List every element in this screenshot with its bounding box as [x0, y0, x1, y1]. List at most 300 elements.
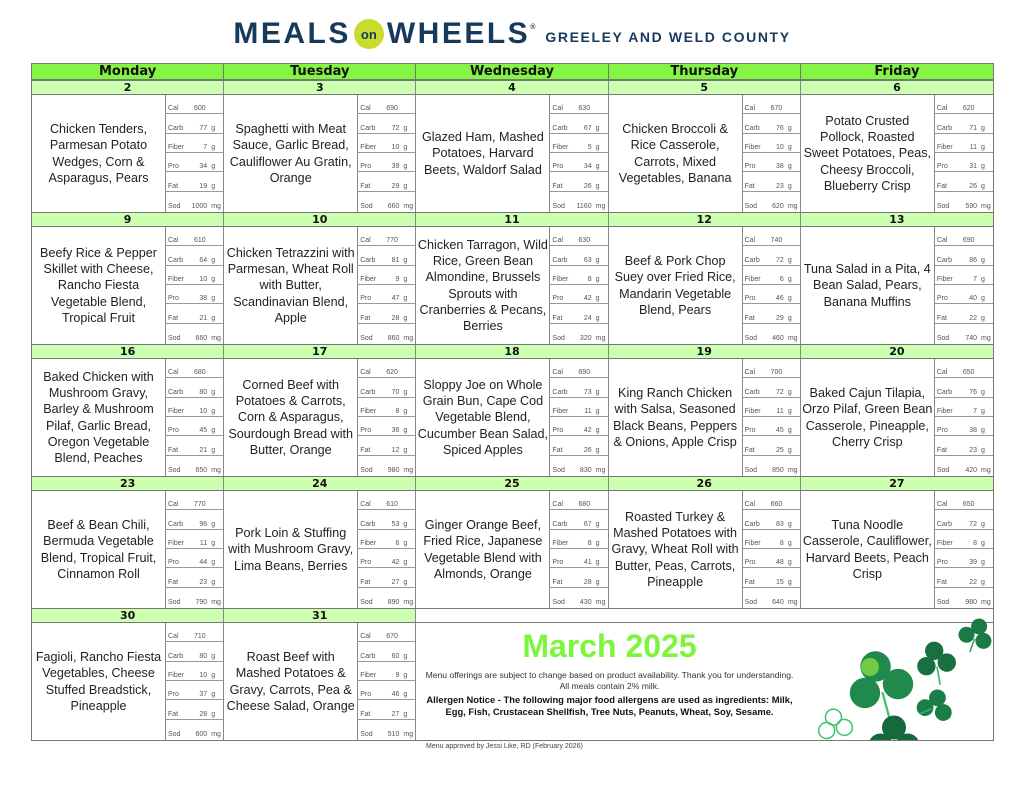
empty-date-cell — [609, 609, 801, 622]
nutrition-fiber — [935, 398, 993, 417]
nutrition-unit: g — [787, 182, 792, 190]
nutrition-fiber — [743, 398, 800, 417]
weekday-monday: Monday — [32, 64, 224, 79]
nutrition-value: 10 — [199, 276, 208, 284]
nutrition-value: 37 — [199, 691, 208, 699]
brand-on-badge: on — [354, 19, 384, 49]
week-row — [32, 227, 993, 344]
meal-description: Tuna Salad in a Pita, 4 Bean Salad, Pears, Banana Muffins — [801, 227, 935, 344]
nutrition-label: Fiber — [168, 540, 184, 548]
nutrition-unit: mg — [211, 731, 221, 738]
nutrition-sod — [358, 192, 415, 211]
nutrition-value: 10 — [776, 144, 784, 152]
meal-description: Glazed Ham, Mashed Potatoes, Harvard Beets, Waldorf Salad — [416, 95, 550, 212]
nutrition-sod — [358, 720, 415, 739]
nutrition-sod — [166, 456, 223, 475]
nutrition-value: 44 — [199, 559, 208, 567]
nutrition-value: 80 — [199, 652, 208, 660]
date-row — [32, 80, 993, 95]
nutrition-label: Pro — [744, 559, 756, 567]
meal-description: Ginger Orange Beef, Fried Rice, Japanese Vegetable Blend with Almonds, Orange — [416, 491, 550, 608]
nutrition-value: 42 — [583, 427, 592, 435]
nutrition-value: 590 — [965, 203, 978, 210]
nutrition-sod — [166, 588, 223, 607]
nutrition-sod — [935, 456, 993, 475]
brand-wheels: WHEELS — [386, 17, 531, 50]
nutrition-unit: g — [211, 710, 216, 718]
nutrition-fat — [550, 304, 607, 323]
nutrition-unit: g — [211, 427, 216, 435]
meal-cell-wednesday — [416, 95, 608, 212]
nutrition-label: Carb — [744, 124, 760, 132]
nutrition-unit: g — [787, 276, 792, 284]
nutrition-value: 72 — [969, 520, 978, 528]
nutrition-value: 64 — [199, 256, 208, 264]
nutrition-fat — [358, 568, 415, 587]
nutrition-fat — [166, 304, 223, 323]
nutrition-carb — [358, 246, 415, 265]
nutrition-unit: g — [595, 182, 600, 190]
nutrition-fiber — [550, 398, 607, 417]
nutrition-label: Cal — [360, 633, 371, 641]
nutrition-unit: mg — [981, 203, 991, 210]
nutrition-label: Carb — [744, 520, 760, 528]
meal-description: Chicken Broccoli & Rice Casserole, Carrots, Mixed Vegetables, Banana — [609, 95, 743, 212]
nutrition-label: Fat — [936, 314, 947, 322]
nutrition-value: 42 — [583, 295, 592, 303]
nutrition-value: 700 — [770, 369, 783, 377]
nutrition-unit: mg — [981, 467, 991, 474]
date-number-thursday: 19 — [609, 345, 801, 358]
nutrition-value: 46 — [391, 691, 400, 699]
nutrition-value: 10 — [391, 144, 400, 152]
nutrition-pro — [935, 549, 993, 568]
nutrition-value: 11 — [199, 540, 208, 548]
nutrition-value: 600 — [195, 731, 208, 738]
nutrition-fat — [743, 436, 800, 455]
nutrition-sod — [550, 588, 607, 607]
nutrition-value: 460 — [772, 335, 784, 342]
nutrition-value: 11 — [584, 408, 592, 416]
nutrition-value: 22 — [969, 578, 978, 586]
nutrition-carb — [166, 642, 223, 661]
nutrition-label: Fiber — [552, 276, 569, 284]
nutrition-value: 660 — [770, 501, 783, 509]
nutrition-value: 980 — [965, 599, 978, 606]
nutrition-sod — [550, 456, 607, 475]
nutrition-unit: g — [403, 578, 408, 586]
nutrition-unit: g — [211, 520, 216, 528]
nutrition-facts — [550, 491, 607, 608]
nutrition-label: Fat — [360, 710, 371, 718]
nutrition-unit: mg — [211, 467, 221, 474]
nutrition-pro — [166, 417, 223, 436]
nutrition-value: 890 — [387, 599, 400, 606]
nutrition-facts — [166, 491, 223, 608]
nutrition-value: 42 — [391, 559, 400, 567]
nutrition-unit: g — [403, 256, 408, 264]
nutrition-value: 73 — [583, 388, 592, 396]
weekday-tuesday: Tuesday — [224, 64, 416, 79]
nutrition-value: 430 — [579, 599, 592, 606]
nutrition-label: Carb — [168, 124, 184, 132]
nutrition-carb — [166, 510, 223, 529]
nutrition-unit: g — [595, 144, 600, 152]
nutrition-label: Cal — [168, 105, 179, 113]
nutrition-value: 740 — [965, 335, 978, 342]
nutrition-label: Fat — [936, 182, 947, 190]
nutrition-label: Cal — [168, 369, 179, 377]
nutrition-label: Sod — [936, 203, 950, 210]
nutrition-unit: g — [403, 672, 408, 680]
meal-cell-wednesday — [416, 227, 608, 344]
nutrition-unit: g — [595, 520, 600, 528]
nutrition-value: 8 — [779, 540, 784, 548]
nutrition-pro — [550, 417, 607, 436]
meal-description: Fagioli, Rancho Fiesta Vegetables, Cheese Stuffed Breadstick, Pineapple — [32, 623, 166, 740]
nutrition-label: Sod — [168, 731, 181, 738]
nutrition-value: 63 — [583, 256, 592, 264]
nutrition-value: 28 — [199, 710, 208, 718]
nutrition-label: Cal — [744, 237, 756, 245]
nutrition-label: Sod — [744, 599, 758, 606]
nutrition-pro — [166, 681, 223, 700]
nutrition-label: Carb — [552, 124, 568, 132]
nutrition-value: 29 — [776, 314, 784, 322]
nutrition-value: 740 — [770, 237, 783, 245]
shamrock-icon — [802, 609, 994, 740]
nutrition-unit: g — [981, 295, 985, 303]
nutrition-pro — [550, 285, 607, 304]
nutrition-value: 660 — [387, 203, 400, 210]
brand-meals: MEALS — [233, 17, 351, 50]
meal-description: Chicken Tetrazzini with Parmesan, Wheat Roll with Butter, Scandinavian Blend, Apple — [224, 227, 358, 344]
meal-cell-tuesday — [224, 227, 416, 344]
nutrition-cal — [358, 227, 415, 246]
nutrition-value: 38 — [199, 295, 208, 303]
meal-description: Chicken Tenders, Parmesan Potato Wedges, Corn & Asparagus, Pears — [32, 95, 166, 212]
nutrition-unit: g — [981, 408, 985, 416]
nutrition-fat — [358, 436, 415, 455]
nutrition-label: Pro — [936, 559, 948, 567]
nutrition-label: Carb — [360, 388, 376, 396]
nutrition-value: 28 — [391, 314, 400, 322]
nutrition-value: 39 — [391, 163, 400, 171]
nutrition-label: Fat — [552, 182, 563, 190]
nutrition-unit: g — [595, 124, 600, 132]
nutrition-fat — [550, 172, 607, 191]
nutrition-unit: g — [403, 124, 408, 132]
nutrition-label: Cal — [552, 237, 563, 245]
date-number-thursday: 5 — [609, 81, 801, 94]
nutrition-unit: mg — [403, 203, 414, 210]
nutrition-label: Fiber — [936, 276, 953, 284]
nutrition-fiber — [166, 266, 223, 285]
nutrition-label: Fiber — [552, 540, 569, 548]
nutrition-value: 650 — [962, 369, 975, 377]
nutrition-label: Fiber — [168, 144, 184, 152]
meal-cell-wednesday — [416, 359, 608, 476]
nutrition-label: Cal — [936, 369, 948, 377]
nutrition-fat — [358, 700, 415, 719]
registered-mark: ® — [530, 23, 536, 31]
nutrition-pro — [743, 549, 800, 568]
date-number-friday: 13 — [889, 213, 905, 226]
date-number-thursday: 12 — [609, 213, 801, 226]
nutrition-sod — [743, 324, 800, 343]
meal-cell-tuesday — [224, 623, 416, 740]
nutrition-fat — [166, 172, 223, 191]
nutrition-unit: g — [211, 295, 216, 303]
nutrition-value: 660 — [195, 335, 208, 342]
nutrition-unit: mg — [403, 335, 414, 342]
nutrition-value: 510 — [387, 731, 400, 738]
nutrition-label: Sod — [168, 335, 181, 342]
nutrition-label: Sod — [552, 467, 565, 474]
nutrition-unit: mg — [595, 335, 606, 342]
nutrition-cal — [358, 491, 415, 510]
nutrition-facts — [358, 491, 415, 608]
nutrition-value: 21 — [199, 446, 208, 454]
nutrition-value: 39 — [969, 559, 978, 567]
meal-description: Potato Crusted Pollock, Roasted Sweet Potatoes, Peas, Cheesy Broccoli, Blueberry Crisp — [801, 95, 935, 212]
date-number-tuesday: 3 — [224, 81, 416, 94]
nutrition-fat — [935, 304, 993, 323]
meal-cell-thursday — [609, 359, 801, 476]
meal-cell-tuesday — [224, 95, 416, 212]
nutrition-unit: g — [787, 144, 792, 152]
nutrition-label: Sod — [936, 599, 950, 606]
nutrition-cal — [166, 95, 223, 114]
nutrition-pro — [550, 549, 607, 568]
nutrition-value: 8 — [587, 276, 592, 284]
nutrition-unit: mg — [595, 203, 606, 210]
nutrition-value: 12 — [391, 446, 400, 454]
nutrition-sod — [935, 324, 993, 343]
meal-description: Pork Loin & Stuffing with Mushroom Gravy, Lima Beans, Berries — [224, 491, 358, 608]
nutrition-value: 23 — [199, 578, 208, 586]
nutrition-pro — [935, 285, 993, 304]
nutrition-cal — [743, 227, 800, 246]
nutrition-value: 29 — [391, 182, 400, 190]
meal-cell-thursday — [609, 227, 801, 344]
nutrition-cal — [550, 491, 607, 510]
nutrition-label: Pro — [552, 559, 564, 567]
nutrition-fiber — [935, 266, 993, 285]
nutrition-unit: mg — [981, 335, 991, 342]
nutrition-fat — [550, 436, 607, 455]
nutrition-unit: g — [595, 388, 600, 396]
nutrition-label: Cal — [360, 105, 371, 113]
nutrition-fiber — [550, 266, 607, 285]
nutrition-facts — [743, 227, 800, 344]
nutrition-label: Carb — [744, 388, 760, 396]
weekday-thursday: Thursday — [609, 64, 801, 79]
nutrition-unit: g — [595, 540, 600, 548]
nutrition-value: 80 — [199, 388, 208, 396]
nutrition-value: 26 — [969, 182, 978, 190]
nutrition-label: Cal — [552, 105, 563, 113]
brand-subtitle: GREELEY AND WELD COUNTY — [545, 29, 791, 45]
nutrition-unit: mg — [211, 599, 221, 606]
nutrition-unit: g — [403, 295, 408, 303]
nutrition-label: Sod — [360, 203, 373, 210]
nutrition-value: 650 — [962, 501, 975, 509]
nutrition-label: Carb — [744, 256, 760, 264]
nutrition-fiber — [743, 266, 800, 285]
nutrition-value: 72 — [776, 256, 784, 264]
nutrition-label: Carb — [360, 124, 376, 132]
nutrition-pro — [935, 417, 993, 436]
meal-cell-friday — [801, 359, 993, 476]
nutrition-label: Pro — [936, 163, 948, 171]
nutrition-carb — [550, 246, 607, 265]
nutrition-unit: g — [595, 408, 600, 416]
nutrition-sod — [358, 456, 415, 475]
nutrition-carb — [358, 378, 415, 397]
nutrition-label: Sod — [168, 599, 181, 606]
nutrition-label: Fat — [360, 578, 371, 586]
nutrition-value: 770 — [386, 237, 398, 245]
date-number-monday: 16 — [32, 345, 224, 358]
nutrition-label: Fat — [360, 314, 371, 322]
meal-description: Beef & Bean Chili, Bermuda Vegetable Blend, Tropical Fruit, Cinnamon Roll — [32, 491, 166, 608]
nutrition-label: Pro — [168, 295, 179, 303]
week-row — [32, 95, 993, 212]
nutrition-label: Carb — [360, 520, 376, 528]
nutrition-label: Carb — [360, 652, 376, 660]
nutrition-label: Fiber — [168, 276, 184, 284]
shamrock-illustration — [802, 609, 994, 740]
nutrition-value: 23 — [776, 182, 784, 190]
nutrition-value: 83 — [776, 520, 784, 528]
nutrition-value: 650 — [195, 467, 208, 474]
nutrition-label: Sod — [168, 203, 181, 210]
nutrition-label: Fat — [552, 578, 563, 586]
nutrition-value: 11 — [776, 408, 784, 416]
date-number-monday: 9 — [32, 213, 224, 226]
nutrition-pro — [166, 285, 223, 304]
nutrition-label: Sod — [936, 335, 950, 342]
nutrition-label: Cal — [168, 501, 179, 509]
nutrition-value: 670 — [386, 633, 398, 641]
nutrition-carb — [935, 114, 993, 133]
date-number-wednesday: 4 — [416, 81, 608, 94]
nutrition-unit: g — [787, 256, 792, 264]
nutrition-unit: g — [787, 295, 792, 303]
nutrition-unit: g — [595, 427, 600, 435]
nutrition-label: Fat — [168, 446, 179, 454]
nutrition-cal — [743, 491, 800, 510]
info-panel — [417, 624, 802, 740]
nutrition-label: Carb — [168, 388, 184, 396]
nutrition-value: 710 — [194, 633, 206, 641]
nutrition-value: 610 — [194, 237, 206, 245]
nutrition-value: 7 — [973, 276, 978, 284]
nutrition-label: Fat — [360, 446, 371, 454]
nutrition-facts — [550, 95, 607, 212]
nutrition-fat — [743, 304, 800, 323]
nutrition-unit: g — [981, 578, 985, 586]
nutrition-carb — [743, 378, 800, 397]
nutrition-fat — [166, 436, 223, 455]
nutrition-value: 8 — [395, 408, 400, 416]
nutrition-unit: g — [211, 182, 216, 190]
nutrition-label: Cal — [744, 105, 756, 113]
nutrition-unit: g — [403, 314, 408, 322]
nutrition-label: Pro — [744, 295, 756, 303]
nutrition-carb — [550, 378, 607, 397]
nutrition-label: Fiber — [744, 408, 761, 416]
nutrition-value: 34 — [199, 163, 208, 171]
nutrition-value: 76 — [969, 388, 978, 396]
nutrition-unit: g — [211, 314, 216, 322]
nutrition-label: Fiber — [360, 144, 377, 152]
nutrition-label: Fiber — [744, 144, 761, 152]
approval-note: Menu approved by Jessi Like, RD (February 2026) — [426, 743, 583, 750]
nutrition-label: Fiber — [552, 408, 569, 416]
nutrition-fiber — [743, 134, 800, 153]
nutrition-carb — [743, 510, 800, 529]
meal-description: Sloppy Joe on Whole Grain Bun, Cape Cod Vegetable Blend, Cucumber Bean Salad, Spiced Apples — [416, 359, 550, 476]
nutrition-label: Sod — [744, 467, 758, 474]
nutrition-fat — [358, 304, 415, 323]
nutrition-label: Carb — [168, 520, 184, 528]
nutrition-label: Cal — [552, 501, 563, 509]
nutrition-carb — [358, 114, 415, 133]
nutrition-unit: g — [981, 540, 985, 548]
nutrition-label: Fiber — [552, 144, 569, 152]
nutrition-label: Fat — [552, 446, 563, 454]
nutrition-value: 28 — [583, 578, 592, 586]
nutrition-fiber — [935, 134, 993, 153]
date-row — [32, 344, 993, 359]
nutrition-label: Carb — [936, 388, 952, 396]
nutrition-value: 6 — [395, 540, 400, 548]
meal-description: Tuna Noodle Casserole, Cauliflower, Harvard Beets, Peach Crisp — [801, 491, 935, 608]
nutrition-sod — [358, 588, 415, 607]
nutrition-value: 77 — [199, 124, 208, 132]
nutrition-value: 71 — [969, 124, 978, 132]
week-row — [32, 491, 993, 608]
meal-cell-monday — [32, 227, 224, 344]
nutrition-label: Sod — [552, 335, 565, 342]
nutrition-cal — [358, 623, 415, 642]
nutrition-label: Fiber — [168, 672, 184, 680]
nutrition-label: Pro — [552, 163, 564, 171]
nutrition-cal — [935, 491, 993, 510]
nutrition-value: 23 — [969, 446, 978, 454]
nutrition-fat — [166, 568, 223, 587]
empty-date-cell — [416, 609, 608, 622]
nutrition-carb — [166, 114, 223, 133]
nutrition-value: 53 — [391, 520, 400, 528]
nutrition-unit: g — [787, 540, 792, 548]
nutrition-facts — [743, 359, 800, 476]
nutrition-value: 76 — [776, 124, 784, 132]
meal-cell-monday — [32, 623, 224, 740]
nutrition-unit: mg — [595, 599, 606, 606]
nutrition-label: Cal — [744, 501, 756, 509]
nutrition-value: 670 — [770, 105, 783, 113]
nutrition-unit: g — [595, 163, 600, 171]
nutrition-sod — [166, 192, 223, 211]
nutrition-unit: mg — [981, 599, 991, 606]
nutrition-unit: g — [787, 408, 792, 416]
nutrition-cal — [743, 359, 800, 378]
nutrition-unit: g — [595, 295, 600, 303]
nutrition-value: 27 — [391, 578, 400, 586]
